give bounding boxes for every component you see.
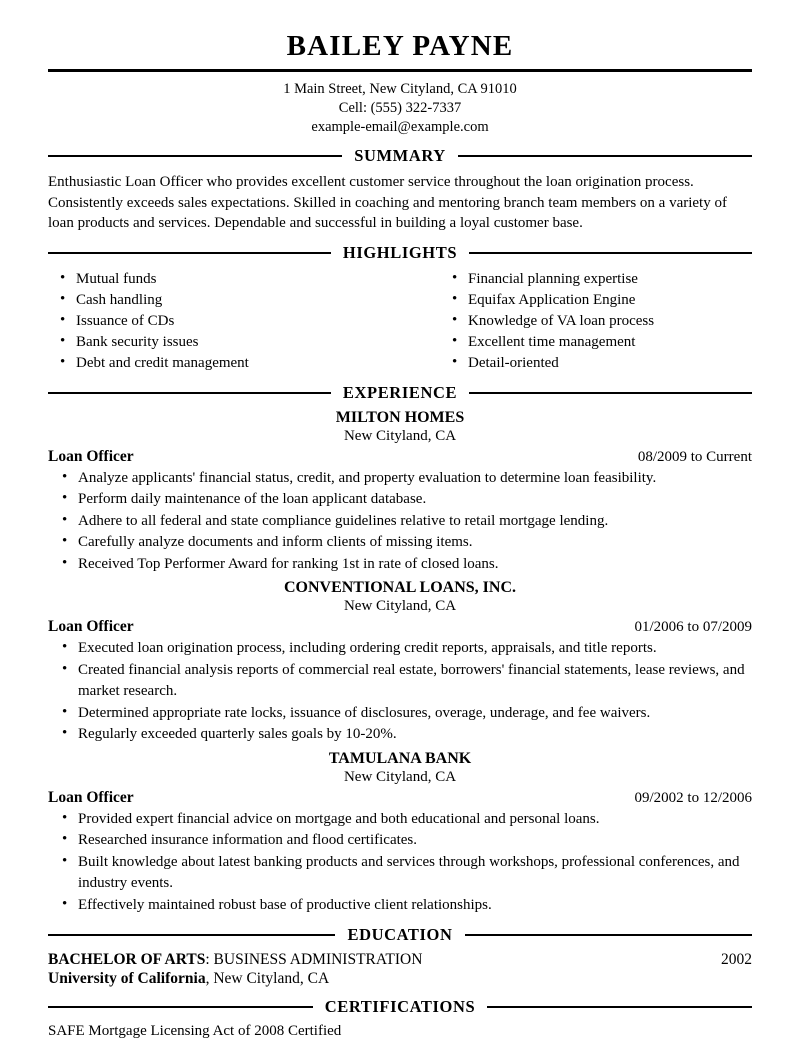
highlights-heading-label: HIGHLIGHTS [342,242,458,262]
highlights-column-right [400,269,752,374]
company-name: TAMULANA BANK [328,749,472,767]
job-dates: 09/2002 to 12/2006 [634,789,752,806]
section-heading-certifications [48,997,752,1017]
job-title-row [48,789,752,807]
heading-rule-left [48,155,342,157]
company-location: New Cityland, CA [343,598,457,614]
job-title-row [48,448,752,466]
heading-rule-right [465,934,752,936]
header-divider [48,69,752,72]
job-title: Loan Officer [48,618,134,635]
education-degree-name: BACHELOR OF ARTS [48,951,206,968]
education-school-name: University of California [48,970,206,987]
job-title: Loan Officer [48,447,134,465]
job-bullet-list [48,468,752,576]
highlights-list-left [48,269,400,374]
section-heading-education [48,925,752,945]
highlights-block [48,269,752,374]
certifications-text: SAFE Mortgage Licensing Act of 2008 Certified [48,1023,342,1039]
list-item: • Excellent time management [440,332,752,353]
heading-rule-right [469,252,752,254]
list-item: • Received Top Performer Award for ranking 1st in rate of closed loans. [48,554,752,576]
list-item: • Bank security issues [48,332,400,353]
experience-entry [48,579,752,746]
heading-rule-left [48,252,331,254]
summary-text: Enthusiastic Loan Officer who provides excellent customer service throughout the loan origination process. Consistently exceeds sales expectations. Skilled in coaching and mentoring branch team members on a variety of loan products and services. Dependable and successful in building a loyal customer base. [48,174,727,231]
heading-rule-left [48,392,331,394]
education-heading-label: EDUCATION [347,925,453,944]
education-year: 2002 [721,951,752,968]
experience-entry [48,409,752,576]
list-item: • Analyze applicants' financial status, credit, and property evaluation to determine loan feasibility. [48,468,752,490]
summary-heading-label: SUMMARY [354,146,446,165]
company-location: New Cityland, CA [343,768,457,785]
contact-email: example-email@example.com [311,119,489,135]
heading-rule-left [48,1006,313,1008]
heading-rule-left [48,934,335,936]
list-item: • Detail-oriented [440,353,752,374]
heading-rule-right [487,1006,752,1008]
list-item: • Carefully analyze documents and inform clients of missing items. [48,532,752,554]
list-item: • Adhere to all federal and state compliance guidelines relative to retail mortgage lending. [48,511,752,533]
job-title: Loan Officer [48,788,134,806]
list-item: • Regularly exceeded quarterly sales goals by 10-20%. [48,724,752,746]
education-school-location: , New Cityland, CA [205,970,330,987]
experience-heading-label: EXPERIENCE [342,382,458,402]
list-item: • Determined appropriate rate locks, issuance of disclosures, overage, underage, and fee waivers. [48,703,752,725]
resume-header [48,30,752,137]
list-item: • Executed loan origination process, including ordering credit reports, appraisals, and title reports. [48,638,752,660]
education-degree-field: : BUSINESS ADMINISTRATION [205,951,423,968]
list-item: • Mutual funds [48,269,400,290]
job-dates: 01/2006 to 07/2009 [634,619,752,635]
company-name: CONVENTIONAL LOANS, INC. [283,579,517,596]
company-name: MILTON HOMES [335,408,465,426]
list-item: • Cash handling [48,290,400,311]
list-item: • Financial planning expertise [440,269,752,290]
certifications-heading-label: CERTIFICATIONS [324,997,476,1016]
list-item: • Created financial analysis reports of commercial real estate, borrowers' financial statements, lease reviews, and market research. [48,660,752,703]
section-heading-highlights [48,243,752,263]
job-title-row [48,618,752,636]
job-bullet-list [48,809,752,917]
list-item: • Knowledge of VA loan process [440,311,752,332]
job-dates: 08/2009 to Current [637,448,752,465]
education-entry [48,951,752,969]
contact-block [48,80,752,137]
list-item: • Effectively maintained robust base of productive client relationships. [48,895,752,917]
list-item: • Provided expert financial advice on mortgage and both educational and personal loans. [48,809,752,831]
list-item: • Built knowledge about latest banking products and services through workshops, professional conferences, and industry events. [48,852,752,895]
list-item: • Debt and credit management [48,353,400,374]
highlights-column-left [48,269,400,374]
section-heading-experience [48,383,752,403]
highlights-list-right [440,269,752,374]
heading-rule-right [469,392,752,394]
heading-rule-right [458,155,752,157]
list-item: • Issuance of CDs [48,311,400,332]
experience-entry [48,750,752,917]
list-item: • Equifax Application Engine [440,290,752,311]
list-item: • Perform daily maintenance of the loan applicant database. [48,489,752,511]
section-heading-summary [48,146,752,166]
education-degree [48,951,422,969]
education-school-row [48,970,752,988]
contact-address: 1 Main Street, New Cityland, CA 91010 [283,81,517,97]
contact-phone: Cell: (555) 322-7337 [338,100,462,116]
job-bullet-list [48,638,752,746]
company-location: New Cityland, CA [343,427,457,444]
candidate-name: BAILEY PAYNE [286,30,514,62]
list-item: • Researched insurance information and flood certificates. [48,830,752,852]
